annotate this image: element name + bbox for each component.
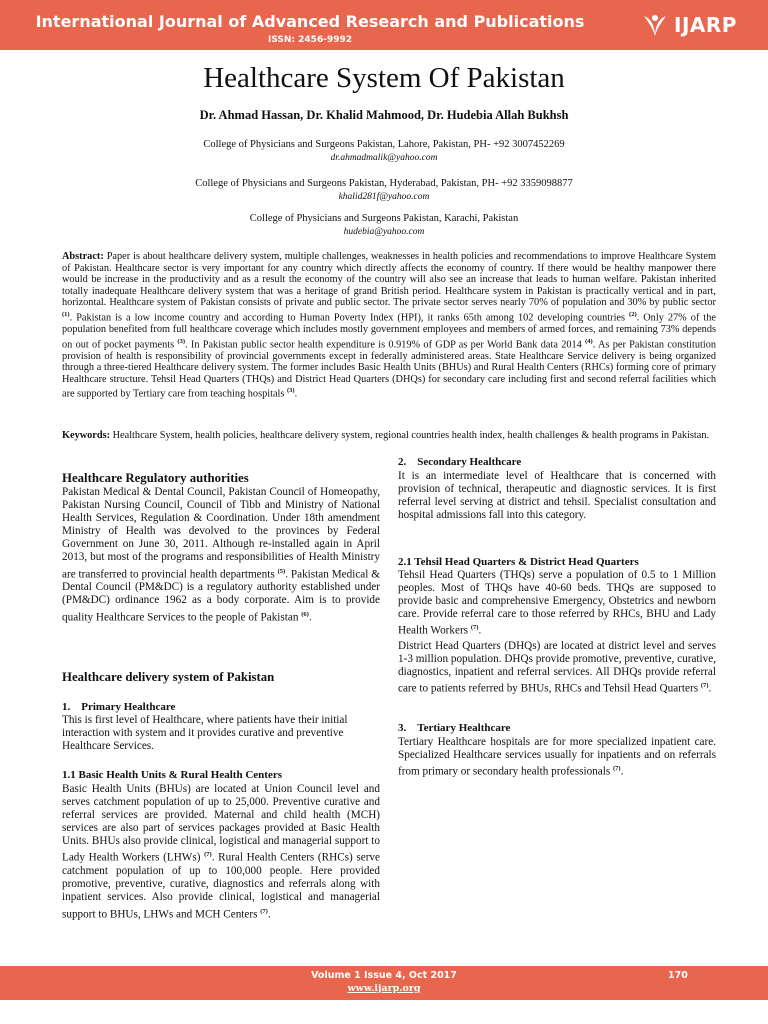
citation: (4) [585,337,593,345]
body-text: Tertiary Healthcare hospitals are for more specialized inpatient care. Specialized Healthcare services usually for inpatients and on referrals from primary or secondary health professionals [398,736,716,778]
page-number: 170 [668,970,688,981]
body-text: . Rural Health Centers (RHCs) serve catchment population of up to 100,000 people. Here provided promotive, preventive, curative, diagnostics and referrals along with inpatient services. Also provide clinical, logistical and managerial support to BHUs, LHWs and MCH Centers [62,852,380,921]
journal-header [0,0,768,50]
citation: (7) [204,851,212,859]
citation: (7) [700,682,709,690]
body-text: Pakistan Medical & Dental Council, Pakistan Council of Homeopathy, Pakistan Nursing Council, Council of Tibb and Ministry of National Health Services, Regulation & Coordination. Under 18th amendment Ministry of Health was devolved to the provinces by Federal Government on June 30, 2011. Although re-installed again in April 2013, but most of the programs and responsibilities of Health Ministry are transferred to provincial health departments [62,486,380,581]
dhq-text [398,640,716,696]
keywords [62,430,716,442]
heading-primary: 1. Primary Healthcare [62,701,176,713]
abstract-text: . Pakistan is a low income country and according to Human Poverty Index (HPI), it ranks 65th among 102 developing countries [69,312,630,324]
citation: (2) [629,310,637,318]
heading-delivery: Healthcare delivery system of Pakistan [62,670,275,684]
abstract-text: . As per Pakistan constitution provision of health is responsibility of provincial governments except in federally administered areas. State Healthcare Service delivery is being organized through a three-tiered Healthcare delivery system. The former includes Basic Health Units (BHUs) and Rural Health Centers (RHCs) forming core of primary Healthcare structure. Tehsil Head Quarters (THQs) and District Head Quarters (DHQs) for secondary care including first and second referral facilities which are supported by Tertiary care from teaching hospitals [62,339,716,400]
affiliation-2: College of Physicians and Surgeons Pakistan, Hyderabad, Pakistan, PH- +92 3359098877 [195,178,573,189]
keywords-label: Keywords: [62,430,111,441]
body-text: Basic Health Units (BHUs) are located at Union Council level and serves catchment population of up to 25,000. Preventive curative and referral services are provided. Maternal and child health (MCH) services are also part of services packages provided at Basic Health Units. BHUs also provide clinical, logistical and managerial support to Lady Health Workers (LHWs) [62,783,380,865]
body-text: District Head Quarters (DHQs) are located at district level and serves 1-3 million population. DHQs provide promotive, preventive, curative, diagnostics, inpatient and referral services. All DHQs provide referral care to patients referred by BHUs, RHCs and Tehsil Head Quarters [398,640,716,696]
regulatory-text [62,486,380,624]
body-text: Tehsil Head Quarters (THQs) serve a population of 0.5 to 1 Million peoples. Most of THQs have 40-60 beds. THQs are supposed to provide basic and comprehensive Emergency, Obstetrics and newborn care. Provide referral care to those referred by RHCs, BHU and Lady Health Workers [398,569,716,638]
citation: (5) [277,567,286,575]
body-text: . [478,625,482,638]
journal-logo [640,8,737,42]
email-1[interactable]: dr.ahmadmalik@yahoo.com [330,153,438,163]
citation: (7) [260,907,268,915]
email-3[interactable]: hudebia@yahoo.com [343,227,425,237]
abstract [62,251,716,400]
body-text: . [308,611,312,624]
citation: (7) [470,624,479,632]
abstract-label: Abstract: [62,251,104,262]
body-text: . Pakistan Medical & Dental Council (PM&DC) is a regulatory authority established under (PM&DC) ordinance 1962 as a body corporate. Aim is to provide quality Healthcare Services to the people of Pakistan [62,568,380,624]
paper-title: Healthcare System Of Pakistan [203,62,565,94]
journal-title: International Journal of Advanced Research and Publications [35,12,585,31]
body-text: . [267,908,271,921]
leaf-icon [640,10,670,40]
journal-issn: ISSN: 2456-9992 [267,35,352,45]
volume-info: Volume 1 Issue 4, Oct 2017 [311,970,457,981]
heading-secondary: 2. Secondary Healthcare [398,456,522,468]
journal-footer [0,966,768,1000]
citation: (3) [177,337,186,345]
citation: (6) [301,610,309,618]
citation: (7) [612,765,621,773]
abstract-text: . [294,388,298,400]
abstract-text: . Only 27% of the population benefited from full healthcare coverage which includes mostly government employees and members of armed forces, and remaining 73% depends on out of pocket payments [62,312,716,350]
logo-text: IJARP [674,13,737,37]
keywords-text: Healthcare System, health policies, healthcare delivery system, regional countries health index, health challenges & health programs in Pakistan. [110,430,710,441]
primary-text: This is first level of Healthcare, where patients have their initial interaction with system and it provides curative and preventive Healthcare Services. [62,714,348,753]
abstract-text: . In Pakistan public sector health expenditure is 0.919% of GDP as per World Bank data 2014 [185,339,586,350]
tertiary-text [398,736,716,779]
citation: (1) [62,310,70,318]
heading-tertiary: 3. Tertiary Healthcare [398,722,511,734]
citation: (3) [286,387,295,395]
email-2[interactable]: khalid281f@yahoo.com [338,192,430,202]
journal-url-link[interactable]: www.ijarp.org [347,983,421,994]
abstract-text: Paper is about healthcare delivery system, multiple challenges, weaknesses in health policies and recommendations to improve Healthcare System of Pakistan. Healthcare sector is very important for any country which directly affects the economy of country. If there would be healthy manpower there would be increase in the productivity and as a result the economy of the country will also see an increase that leads to human welfare. Pakistan inherited totally inadequate Healthcare delivery system that was a heritage of grand British period. Healthcare system in Pakistan is practically vertical and in part, horizontal. Healthcare system of Pakistan consists of private and public sector. The private sector serves nearly 70% of population and 30% by public sector [62,251,716,309]
secondary-text: It is an intermediate level of Healthcare that is concerned with provision of technical, therapeutic and diagnostic services. It is first referral level serving at district and tehsil. Specialist consultation and hospital admissions fall into this category. [398,470,716,522]
heading-bhu: 1.1 Basic Health Units & Rural Health Centers [62,769,282,781]
paper-authors: Dr. Ahmad Hassan, Dr. Khalid Mahmood, Dr. Hudebia Allah Bukhsh [199,108,569,122]
affiliation-3: College of Physicians and Surgeons Pakistan, Karachi, Pakistan [249,213,519,224]
affiliation-1: College of Physicians and Surgeons Pakistan, Lahore, Pakistan, PH- +92 3007452269 [203,139,565,150]
thq-text [398,569,716,638]
body-text: . [708,683,712,696]
heading-regulatory: Healthcare Regulatory authorities [62,471,249,485]
body-text: . [620,765,624,778]
bhu-text [62,783,380,921]
heading-thq: 2.1 Tehsil Head Quarters & District Head Quarters [398,556,639,568]
